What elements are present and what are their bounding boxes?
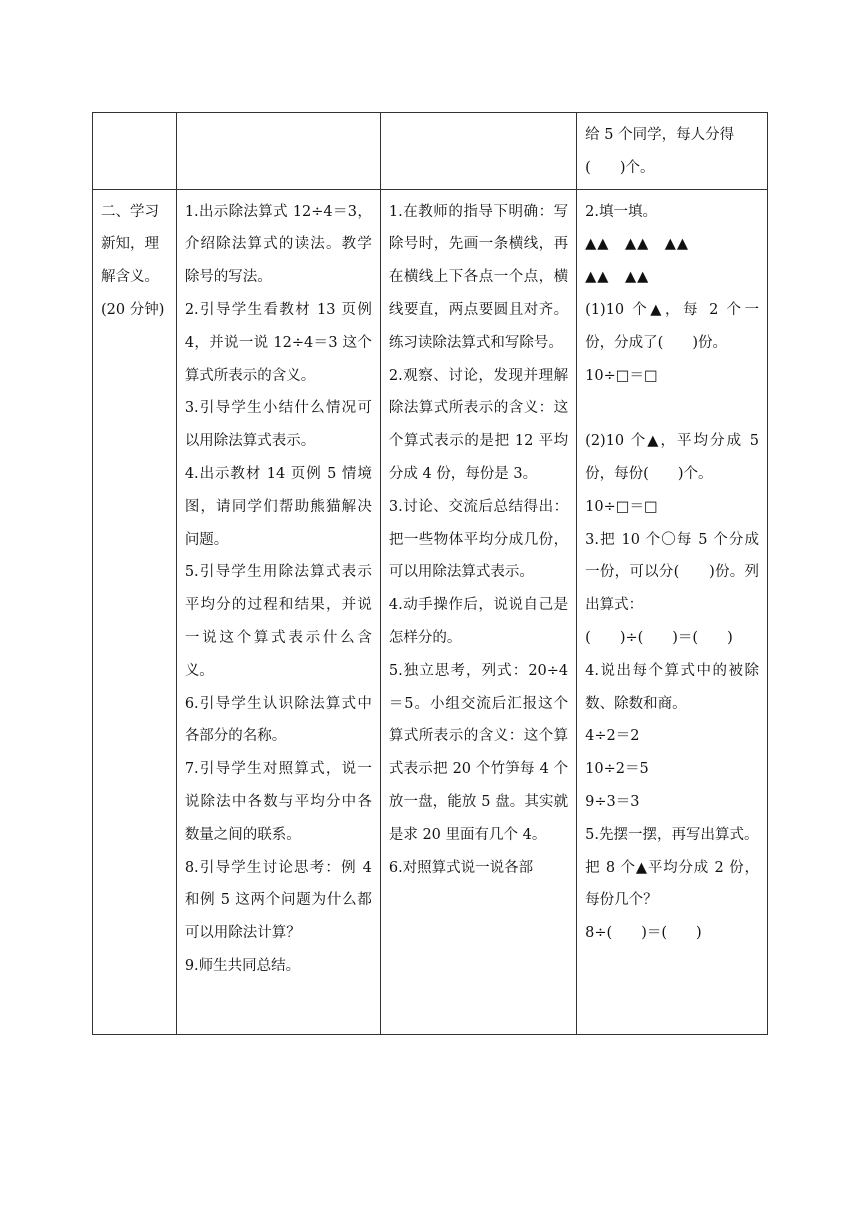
triangle-row: ▲▲ ▲▲ ▲▲ [585, 236, 690, 253]
student-activity-cell [380, 113, 576, 190]
exercise-equation: 9÷3＝3 [585, 793, 640, 810]
exercise-equation: ( )÷( )＝( ) [585, 629, 733, 646]
exercise-text: ( )个。 [585, 159, 655, 176]
stage-text: 二、学习 [101, 203, 159, 220]
exercise-equation: 10÷2＝5 [585, 761, 649, 778]
exercise-text: 给 5 个同学，每人分得 [585, 127, 735, 143]
stage-text: 新知，理 [101, 236, 159, 253]
teacher-step: 9.师生共同总结。 [184, 957, 301, 974]
student-step: 6.对照算式说一说各部 [388, 859, 534, 876]
exercise-cell [577, 189, 768, 1034]
teacher-step: 1.出示除法算式 12÷4＝3，介绍除法算式的读法。教学除号的写法。 [184, 203, 372, 286]
exercise-equation: 10÷□＝□ [585, 367, 658, 384]
student-step: 2.观察、讨论，发现并理解除法算式所表示的含义：这个算式表示的是把 12 平均分成 4 份，每份是 3。 [388, 367, 569, 482]
exercise-cell [577, 113, 768, 190]
table-row [93, 189, 768, 1034]
exercise-equation: 8÷( )＝( ) [585, 925, 702, 942]
student-step: 1.在教师的指导下明确：写除号时，先画一条横线，再在横线上下各点一个点，横线要直，两点要圆且对齐。练习读除法算式和写除号。 [388, 203, 569, 351]
exercise-question: 3.把 10 个〇每 5 个分成一份，可以分( )份。列出算式： [585, 531, 759, 614]
exercise-question: 把 8 个▲平均分成 2 份，每份几个？ [585, 859, 759, 909]
teacher-step: 3.引导学生小结什么情况可以用除法算式表示。 [184, 400, 372, 450]
student-step: 3.讨论、交流后总结得出：把一些物体平均分成几份，可以用除法算式表示。 [388, 498, 569, 581]
exercise-question: 4.说出每个算式中的被除数、除数和商。 [585, 662, 759, 712]
student-step: 4.动手操作后，说说自己是怎样分的。 [388, 597, 569, 646]
triangle-row: ▲▲ ▲▲ [585, 269, 650, 286]
teacher-step: 4.出示教材 14 页例 5 情境图，请同学们帮助熊猫解决问题。 [184, 465, 372, 548]
teacher-activity-cell [176, 189, 380, 1034]
student-activity-cell [380, 189, 576, 1034]
spacer [585, 392, 759, 425]
teacher-step: 8.引导学生讨论思考：例 4 和例 5 这两个问题为什么都可以用除法计算？ [184, 859, 372, 942]
student-step: 5.独立思考，列式：20÷4＝5。小组交流后汇报这个算式所表示的含义：这个算式表示把 20 个竹笋每 4 个放一盘，能放 5 盘。其实就是求 20 里面有几个 4。 [388, 662, 569, 843]
stage-cell [93, 189, 177, 1034]
teacher-step: 6.引导学生认识除法算式中各部分的名称。 [184, 695, 372, 745]
teacher-step: 5.引导学生用除法算式表示平均分的过程和结果，并说一说这个算式表示什么含义。 [184, 564, 372, 679]
table-row [93, 113, 768, 190]
teacher-step: 7.引导学生对照算式，说一说除法中各数与平均分中各数量之间的联系。 [184, 761, 372, 843]
exercise-title: 2.填一填。 [585, 203, 657, 220]
stage-text: 解含义。 [101, 269, 159, 286]
exercise-equation: 10÷□＝□ [585, 498, 658, 515]
lesson-plan-table [92, 112, 768, 1035]
stage-text: (20 分钟) [101, 301, 165, 318]
exercise-question: 5.先摆一摆，再写出算式。 [585, 826, 759, 843]
exercise-question: (1)10 个▲，每 2 个一份，分成了( )份。 [585, 301, 759, 351]
exercise-equation: 4÷2＝2 [585, 728, 640, 745]
teacher-step: 2.引导学生看教材 13 页例 4，并说一说 12÷4＝3 这个算式所表示的含义。 [184, 301, 372, 384]
teacher-activity-cell [176, 113, 380, 190]
exercise-question: (2)10 个▲，平均分成 5 份，每份( )个。 [585, 433, 759, 482]
stage-cell [93, 113, 177, 190]
